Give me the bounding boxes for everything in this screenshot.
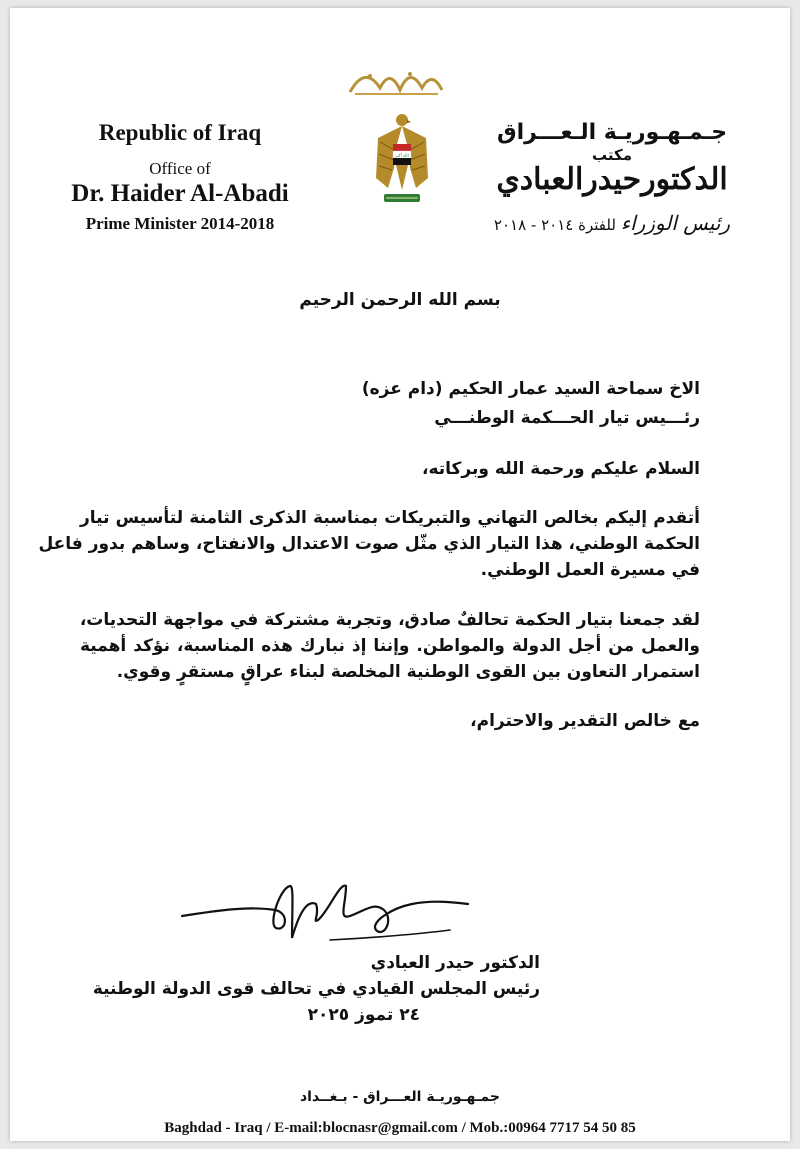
greeting: السلام عليكم ورحمة الله وبركاته،	[422, 459, 700, 479]
letter-page	[10, 8, 790, 1141]
paragraph2-line-2: والعمل من أجل الدولة والمواطن. وإننا إذ نبارك هذه المناسبة، نؤكد أهمية	[80, 636, 700, 656]
letter-basmala: بسم الله الرحمن الرحيم	[299, 290, 501, 310]
arabic-name: الدكتورحيدرالعبادي	[496, 162, 728, 197]
signatory-title: رئيس المجلس القيادي في تحالف قوى الدولة الوطنية	[92, 979, 540, 999]
basmala-calligraphy-icon	[340, 60, 450, 100]
paragraph1-line-3: في مسيرة العمل الوطني.	[480, 560, 700, 580]
arabic-office: مكتب	[591, 146, 632, 164]
paragraph1-line-2: الحكمة الوطني، هذا التيار الذي مثّل صوت الاعتدال والانفتاح، وساهم بدور فاعل	[38, 534, 700, 554]
letter-date: ٢٤ تموز ٢٠٢٥	[307, 1005, 420, 1025]
footer-english: Baghdad - Iraq / E-mail:blocnasr@gmail.com / Mob.:00964 7717 54 50 85	[164, 1120, 636, 1136]
english-office-of: Office of	[149, 159, 211, 178]
arabic-role	[492, 211, 732, 235]
paragraph2-line-3: استمرار التعاون بين القوى الوطنية المخلصة لبناء عراقٍ مستقرٍ وقوي.	[116, 662, 700, 682]
iraq-emblem-icon	[374, 108, 430, 216]
closing: مع خالص التقدير والاحترام،	[470, 711, 700, 731]
addressee-line-2: رئـــيس تيار الحـــكمة الوطنـــي	[434, 408, 700, 428]
english-country-title: Republic of Iraq	[98, 120, 262, 145]
svg-text:الله أكبر: الله أكبر	[395, 152, 409, 158]
addressee-line-1: الاخ سماحة السيد عمار الحكيم (دام عزه)	[361, 379, 700, 399]
footer-arabic: جمـهـوريـة العـــراق - بـغــداد	[299, 1089, 500, 1105]
english-name: Dr. Haider Al-Abadi	[71, 180, 289, 207]
handwritten-signature-icon	[180, 880, 470, 960]
english-role: Prime Minister 2014-2018	[85, 214, 275, 233]
paragraph1-line-1: أتقدم إليكم بخالص التهاني والتبريكات بمناسبة الذكرى الثامنة لتأسيس تيار	[80, 508, 700, 528]
arabic-role-title: رئيس الوزراء	[620, 211, 731, 235]
paragraph2-line-1: لقد جمعنا بتيار الحكمة تحالفٌ صادق، وتجربة مشتركة في مواجهة التحديات،	[79, 610, 700, 630]
arabic-role-period: للفترة ٢٠١٤ - ٢٠١٨	[493, 216, 616, 234]
arabic-country-title: جـمـهـوريـة الـعـــراق	[496, 120, 728, 145]
signatory-name: الدكتور حيدر العبادي	[370, 953, 540, 973]
